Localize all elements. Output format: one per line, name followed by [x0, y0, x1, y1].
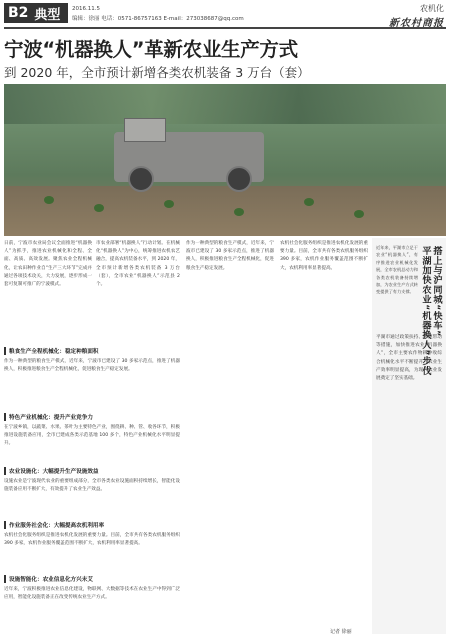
editor-line: 编辑：徐丽 电话：0571-86757163 E-mail：273038687@qq.com [72, 16, 244, 22]
sidebar-head-note: 搭上与沪同城“快车” [431, 246, 442, 337]
photo-background-trees [4, 84, 446, 124]
seedling-image [94, 204, 104, 212]
seedling-image [234, 208, 244, 216]
newspaper-name: 新农村商报 [389, 18, 444, 29]
lead-paragraph-1: 日前，宁波市农业局会议全面推进“机器换人”为抓手，推进农业机械化和全程、全面、高质、高效发展。聚焦农业全程机械化，让农田种作业自“生产三大环节”完成并通过各项技术攻关，大力发展，逐步形成一套可复制可推广的宁波模式。 [4, 241, 92, 288]
article-headline: 宁波“机器换人”革新农业生产方式 [4, 38, 298, 61]
seedling-image [164, 200, 174, 208]
photo-soil [4, 186, 446, 236]
section-heading-facility: 农业设施化：大幅提升生产设施效益 [4, 467, 99, 475]
article-byline: 记者 徐丽 [330, 629, 352, 635]
section-heading-specialty: 特色产业机械化：提升产业竞争力 [4, 413, 93, 421]
section-heading-smart: 设施智能化：农业信息化方兴未艾 [4, 575, 93, 583]
planting-machine-image [114, 132, 264, 182]
page-header [0, 0, 450, 29]
section-text-service: 农机社会化服务组织是推进农机化发展的重要力量。目前，全市共有各类农机服务组织 390 多家，农机作业服务覆盖范围不断扩大，农机利用率显著提高。 [4, 533, 180, 547]
header-right [389, 3, 444, 29]
seedling-image [304, 198, 314, 206]
body-column-4 [280, 240, 368, 630]
body-column-4-text: 农机社会化服务组织是推进农机化发展的重要力量。目前，全市共有各类农机服务组织 390 多家，农机作业服务覆盖范围不断扩大，农机利用率显著提高。 [280, 241, 368, 271]
sidebar-pinghu [372, 238, 446, 634]
section-badge: 典型 [34, 7, 61, 23]
body-column-3-text: 作为一种典型的粮食生产模式，近年来，宁波市已建设了 30 多家示范点，推进了机器换人，积极推进粮食生产全程机械化，促进粮食生产稳定发展。 [186, 241, 274, 271]
issue-date: 2016.11.5 [72, 6, 100, 12]
farm-machinery-photo [4, 84, 446, 236]
seedling-image [44, 196, 54, 204]
sidebar-title-text: 平湖加快农业“机器换人”步伐 [420, 246, 431, 376]
machine-wheel [128, 166, 154, 192]
header-rule [4, 27, 446, 29]
section-text-grain: 作为一种典型的粮食生产模式，近年来，宁波市已建设了 30 多家示范点，推进了机器换人，积极推进粮食生产全程机械化，促进粮食生产稳定发展。 [4, 359, 180, 373]
machine-wheel [226, 166, 252, 192]
page-badge [4, 3, 68, 23]
machine-cab [124, 118, 166, 142]
section-text-facility: 设施农业是宁波现代农业的重要组成部分，全市各类农业设施面积持续增长，智能化设施装备应用不断扩大，有效提升了农业生产效益。 [4, 479, 180, 493]
section-heading-service: 作业服务社会化：大幅提高农机利用率 [4, 521, 104, 529]
section-text-smart: 近年来，宁波积极推进农业信息化建设，物联网、大数据等技术在农业生产中得到广泛应用，智能化设施装备正在改变传统农业生产方式。 [4, 587, 180, 601]
section-text-specialty: 在宁波乡镇，以蔬菜、水果、茶叶为主要特色产业，围绕耕、种、管、收各环节，积极推进设施装备应用，全市已建成各类示范基地 100 多个，特色产业机械化水平明显提升。 [4, 425, 180, 447]
section-heading-grain: 粮食生产全程机械化：稳定种粮面积 [4, 347, 99, 355]
lead-paragraph-2: 市农业部署“机器换人”行动计划。在机械化“机器换人”为中心，统筹推进农机农艺融合，提高农机装备水平，到 2020 年，全市预计新增各类农机装备 3 万台（套），全市农业“机器换人”示范县 2 个。 [96, 241, 180, 288]
body-column-3 [186, 240, 274, 630]
sidebar-body: 平湖市通过政策扶持、示范带动等措施，加快推进农业“机器换人”，全市主要农作物耕种收综合机械化水平不断提升，农业生产效率明显提高，为现代农业发展奠定了坚实基础。 [376, 335, 442, 382]
article-subheadline: 到 2020 年，全市预计新增各类农机装备 3 万台（套） [4, 65, 310, 80]
page-number: B2 [8, 5, 29, 21]
seedling-image [354, 210, 364, 218]
sidebar-lead: 近年来，平湖市立足于农业“机器换人”，有序推进农业机械化发展，全市农机总动力和各类农机装备持续增加，为农业生产方式转变提供了有力支撑。 [376, 245, 418, 295]
section-name: 农机化 [420, 4, 444, 13]
